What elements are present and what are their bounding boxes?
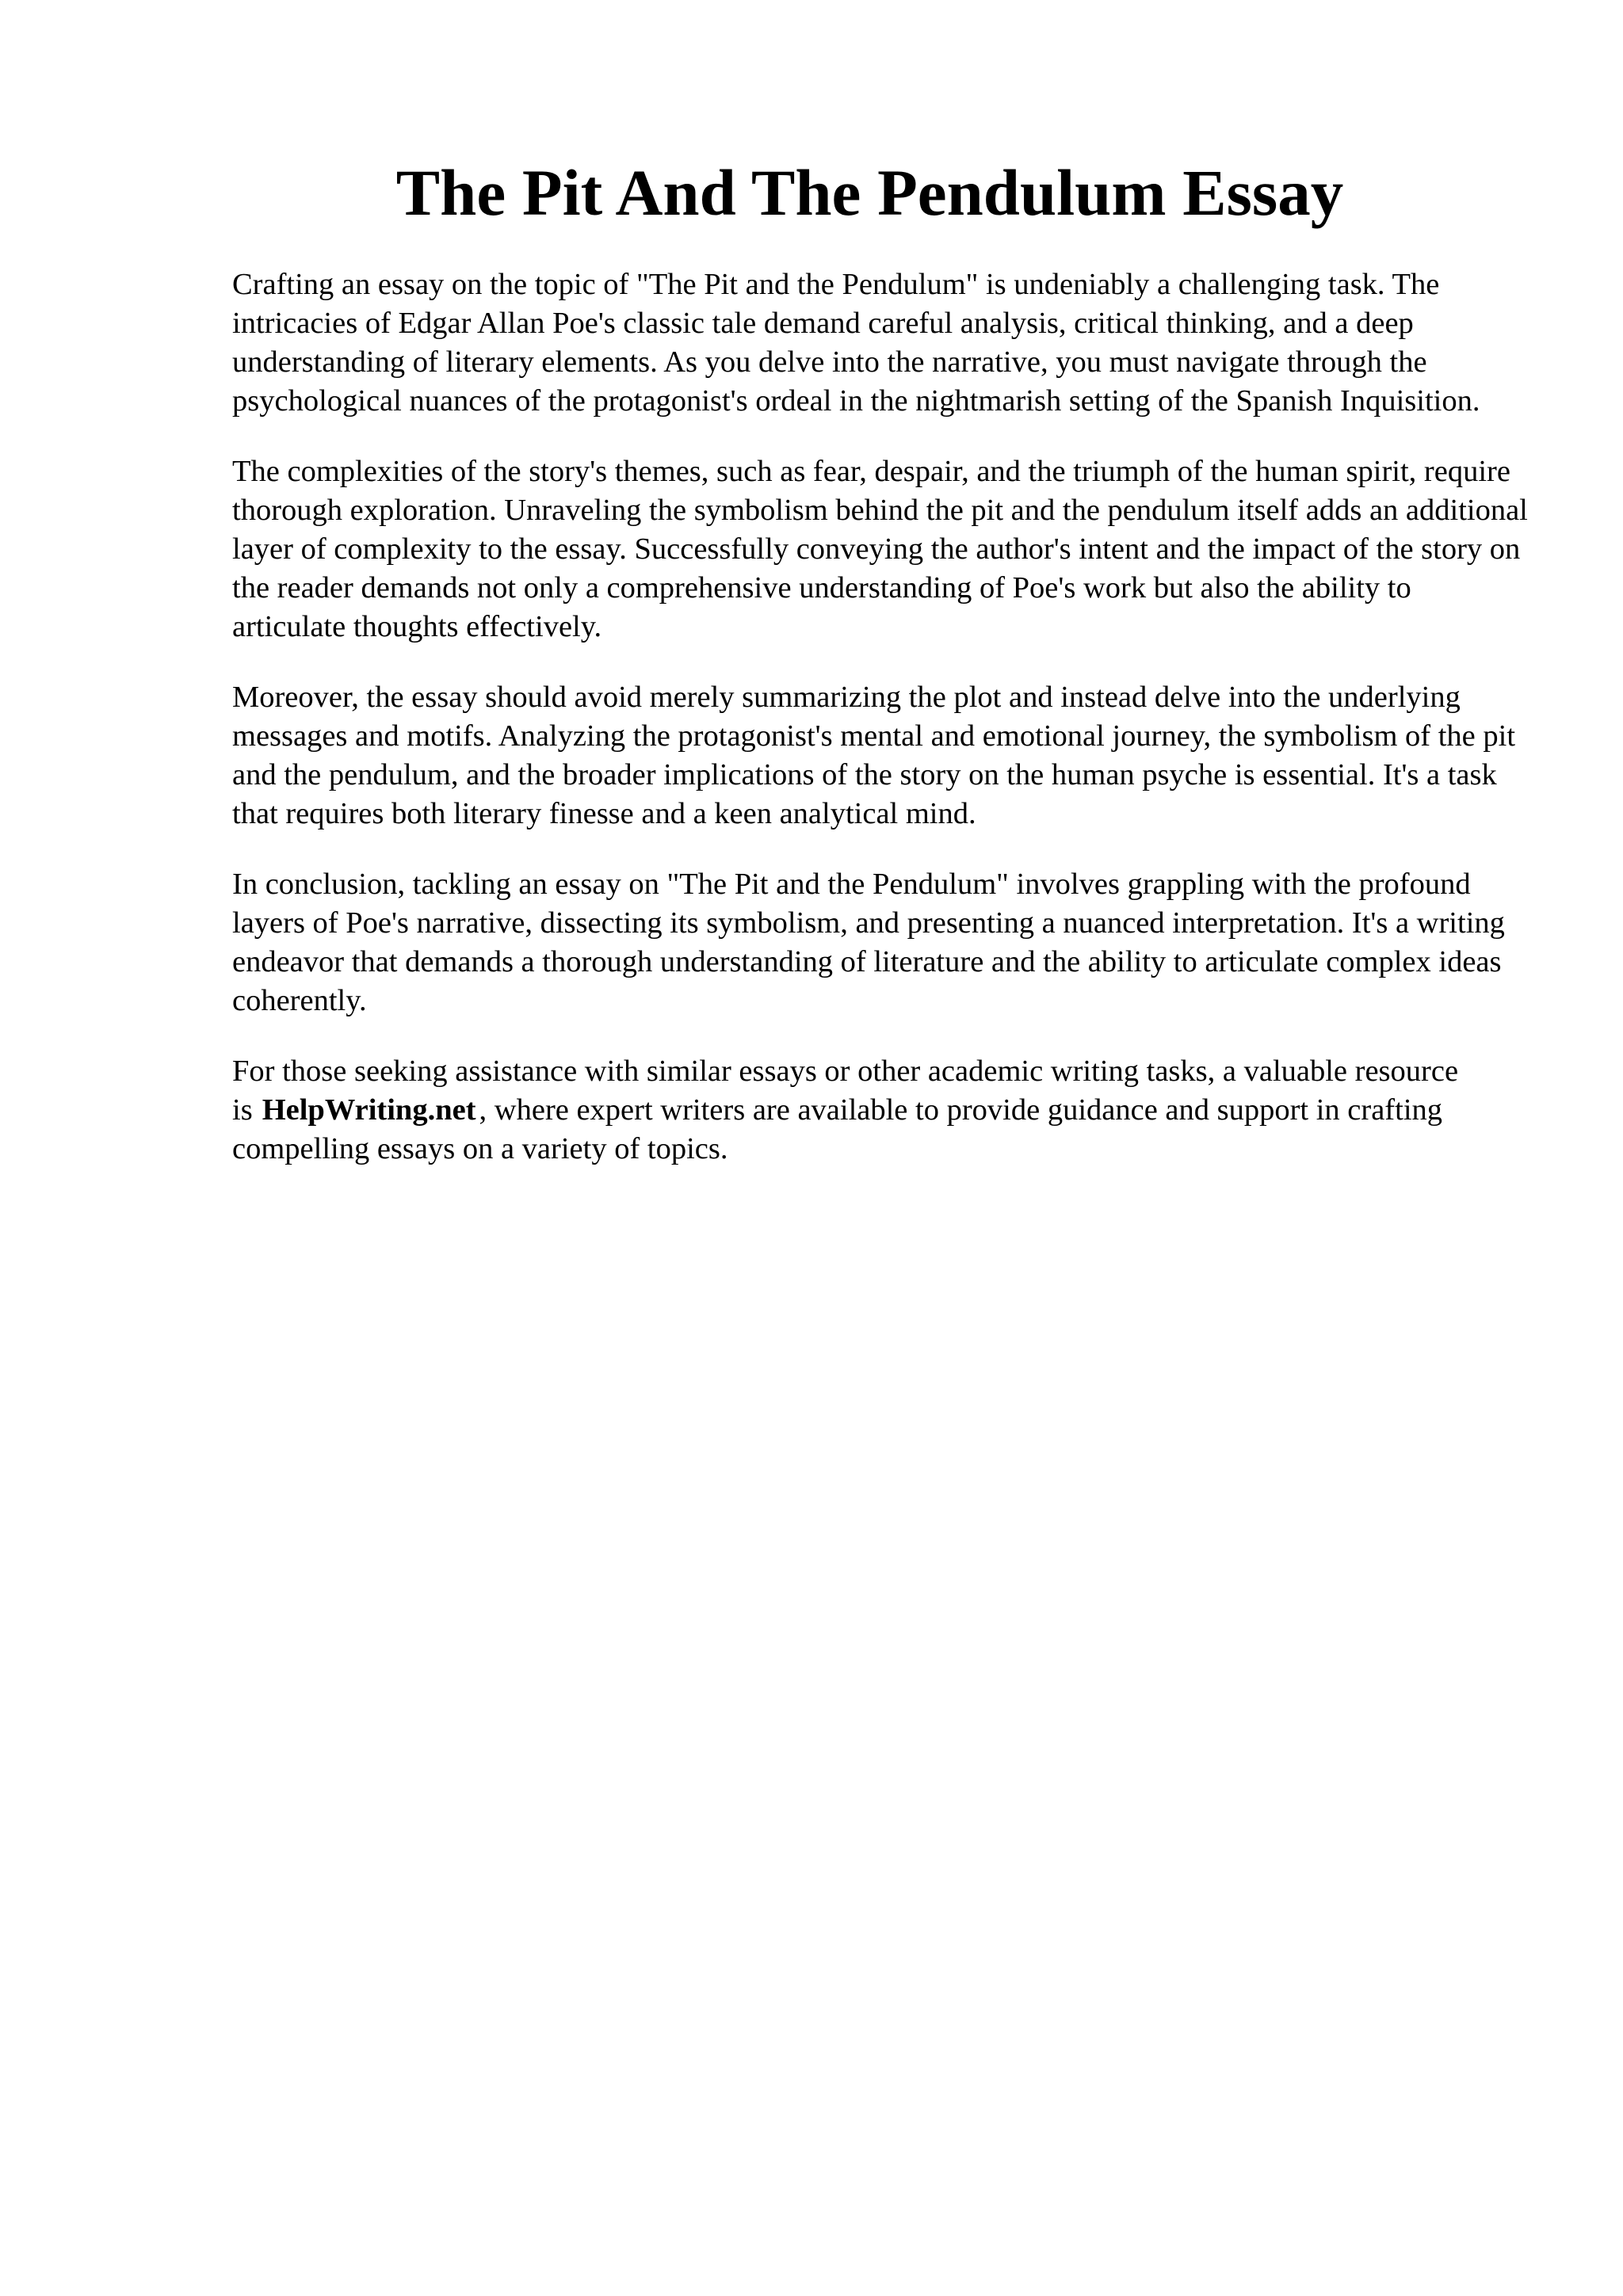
paragraph-4: In conclusion, tackling an essay on "The Pit and the Pendulum" involves grappling with the profound layers of Poe's narrative, dissecting its symbolism, and presenting a nuanced interpretation. It's a writing endeavor that demands a thorough understanding of literature and the ability to articulate complex ideas coherently. (232, 868, 1505, 1017)
closing-text-after: , where expert writers are available to provide guidance and support in crafting compelling essays on a variety of topics. (232, 1093, 1443, 1165)
paragraph-2: The complexities of the story's themes, such as fear, despair, and the triumph of the human spirit, require thorough exploration. Unraveling the symbolism behind the pit and the pendulum itself adds an additional layer of complexity to the essay. Successfully conveying the author's intent and the impact of the story on the reader demands not only a comprehensive understanding of Poe's work but also the ability to articulate thoughts effectively. (232, 455, 1528, 643)
helpwriting-link[interactable]: HelpWriting.net (262, 1093, 476, 1127)
paragraph-closing (232, 1052, 1532, 1169)
document-body (232, 265, 1532, 1200)
paragraph-3: Moreover, the essay should avoid merely summarizing the plot and instead delve into the underlying messages and motifs. Analyzing the protagonist's mental and emotional journey, the symbolism of the pit and the pendulum, and the broader implications of the story on the human psyche is essential. It's a task that requires both literary finesse and a keen analytical mind. (232, 681, 1516, 830)
paragraph-1: Crafting an essay on the topic of "The Pit and the Pendulum" is undeniably a challenging task. The intricacies of Edgar Allan Poe's classic tale demand careful analysis, critical thinking, and a deep understanding of literary elements. As you delve into the narrative, you must navigate through the psychological nuances of the protagonist's ordeal in the nightmarish setting of the Spanish Inquisition. (232, 268, 1480, 418)
document-title: The Pit And The Pendulum Essay (395, 156, 1344, 229)
closing-text-before: For those seeking assistance with similar essays or other academic writing tasks, a valuable resource is (232, 1055, 1459, 1127)
